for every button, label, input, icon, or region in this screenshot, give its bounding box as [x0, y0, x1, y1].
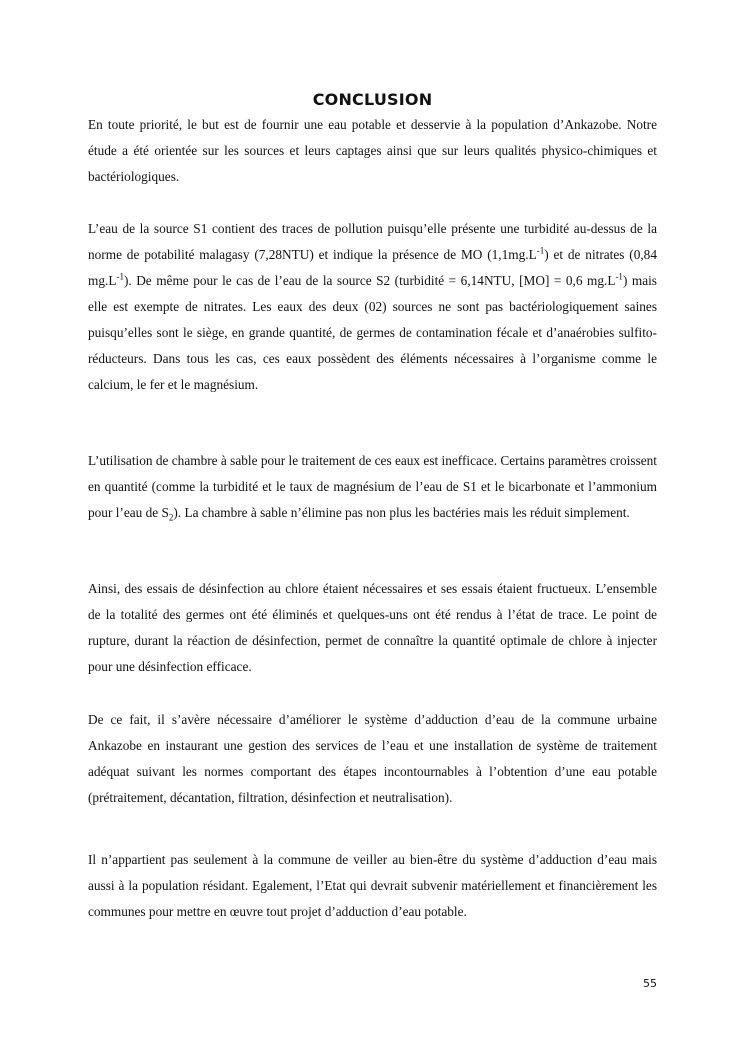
- paragraph-text: ). La chambre à sable n’élimine pas non plus les bactéries mais les réduit simplement.: [173, 505, 630, 520]
- paragraph-text: ) et de nitrates (0,84 mg.L: [88, 247, 657, 288]
- paragraph-text: L’eau de la source S1 contient des traces de pollution puisqu’elle présente une turbidité au-dessus de la norme de potabilité malagasy (7,28NTU) et indique la présence de MO (1,1mg.L: [88, 221, 657, 262]
- superscript: -1: [536, 245, 545, 256]
- paragraph-text: ). De même pour le cas de l’eau de la source S2 (turbidité = 6,14NTU, [MO] = 0,6 mg.L: [123, 273, 616, 288]
- paragraph-sand-chamber: [88, 448, 657, 526]
- paragraph-chlorine-disinfection: Ainsi, des essais de désinfection au chlore étaient nécessaires et ses essais étaient fructueux. L’ensemble de la totalité des germes ont été éliminés et quelques-uns ont été rendus à l’état de trace. Le point de rupture, durant la réaction de désinfection, permet de connaître la quantité optimale de chlore à injecter pour une désinfection efficace.: [88, 581, 657, 674]
- paragraph-responsibility: Il n’appartient pas seulement à la commune de veiller au bien-être du système d’adduction d’eau mais aussi à la population résidant. Egalement, l’Etat qui devrait subvenir matériellement et financièrement les communes pour mettre en œuvre tout projet d’adduction d’eau potable.: [88, 852, 657, 919]
- paragraph-text: L’utilisation de chambre à sable pour le traitement de ces eaux est inefficace. Certains paramètres croissent en quantité (comme la turbidité et le taux de magnésium de l’eau de S1 et le bicarbonate et l’ammonium pour l’eau de S: [88, 453, 657, 520]
- page-number: 55: [643, 977, 657, 990]
- subscript: 2: [168, 512, 174, 523]
- paragraph-priority: En toute priorité, le but est de fournir une eau potable et desservie à la population d’Ankazobe. Notre étude a été orientée sur les sources et leurs captages ainsi que sur leurs qualités physico-chimiques et bactériologiques.: [88, 117, 657, 184]
- superscript: -1: [116, 271, 124, 282]
- page-title: CONCLUSION: [312, 90, 433, 109]
- paragraph-text: ) mais elle est exempte de nitrates. Les eaux des deux (02) sources ne sont pas bactériologiquement saines puisqu’elles sont le siège, en grande quantité, de germes de contamination fécale et d’anaérobies sulfito-réducteurs. Dans tous les cas, ces eaux possèdent des éléments nécessaires à l’organisme comme le calcium, le fer et le magnésium.: [88, 273, 657, 392]
- superscript: -1: [615, 271, 623, 282]
- paragraph-system-improvement: De ce fait, il s’avère nécessaire d’améliorer le système d’adduction d’eau de la commune urbaine Ankazobe en instaurant une gestion des services de l’eau et une installation de système de traitement adéquat suivant les normes comportant des étapes incontournables à l’obtention d’une eau potable (prétraitement, décantation, filtration, désinfection et neutralisation).: [88, 712, 657, 805]
- paragraph-sources-analysis: [88, 216, 657, 398]
